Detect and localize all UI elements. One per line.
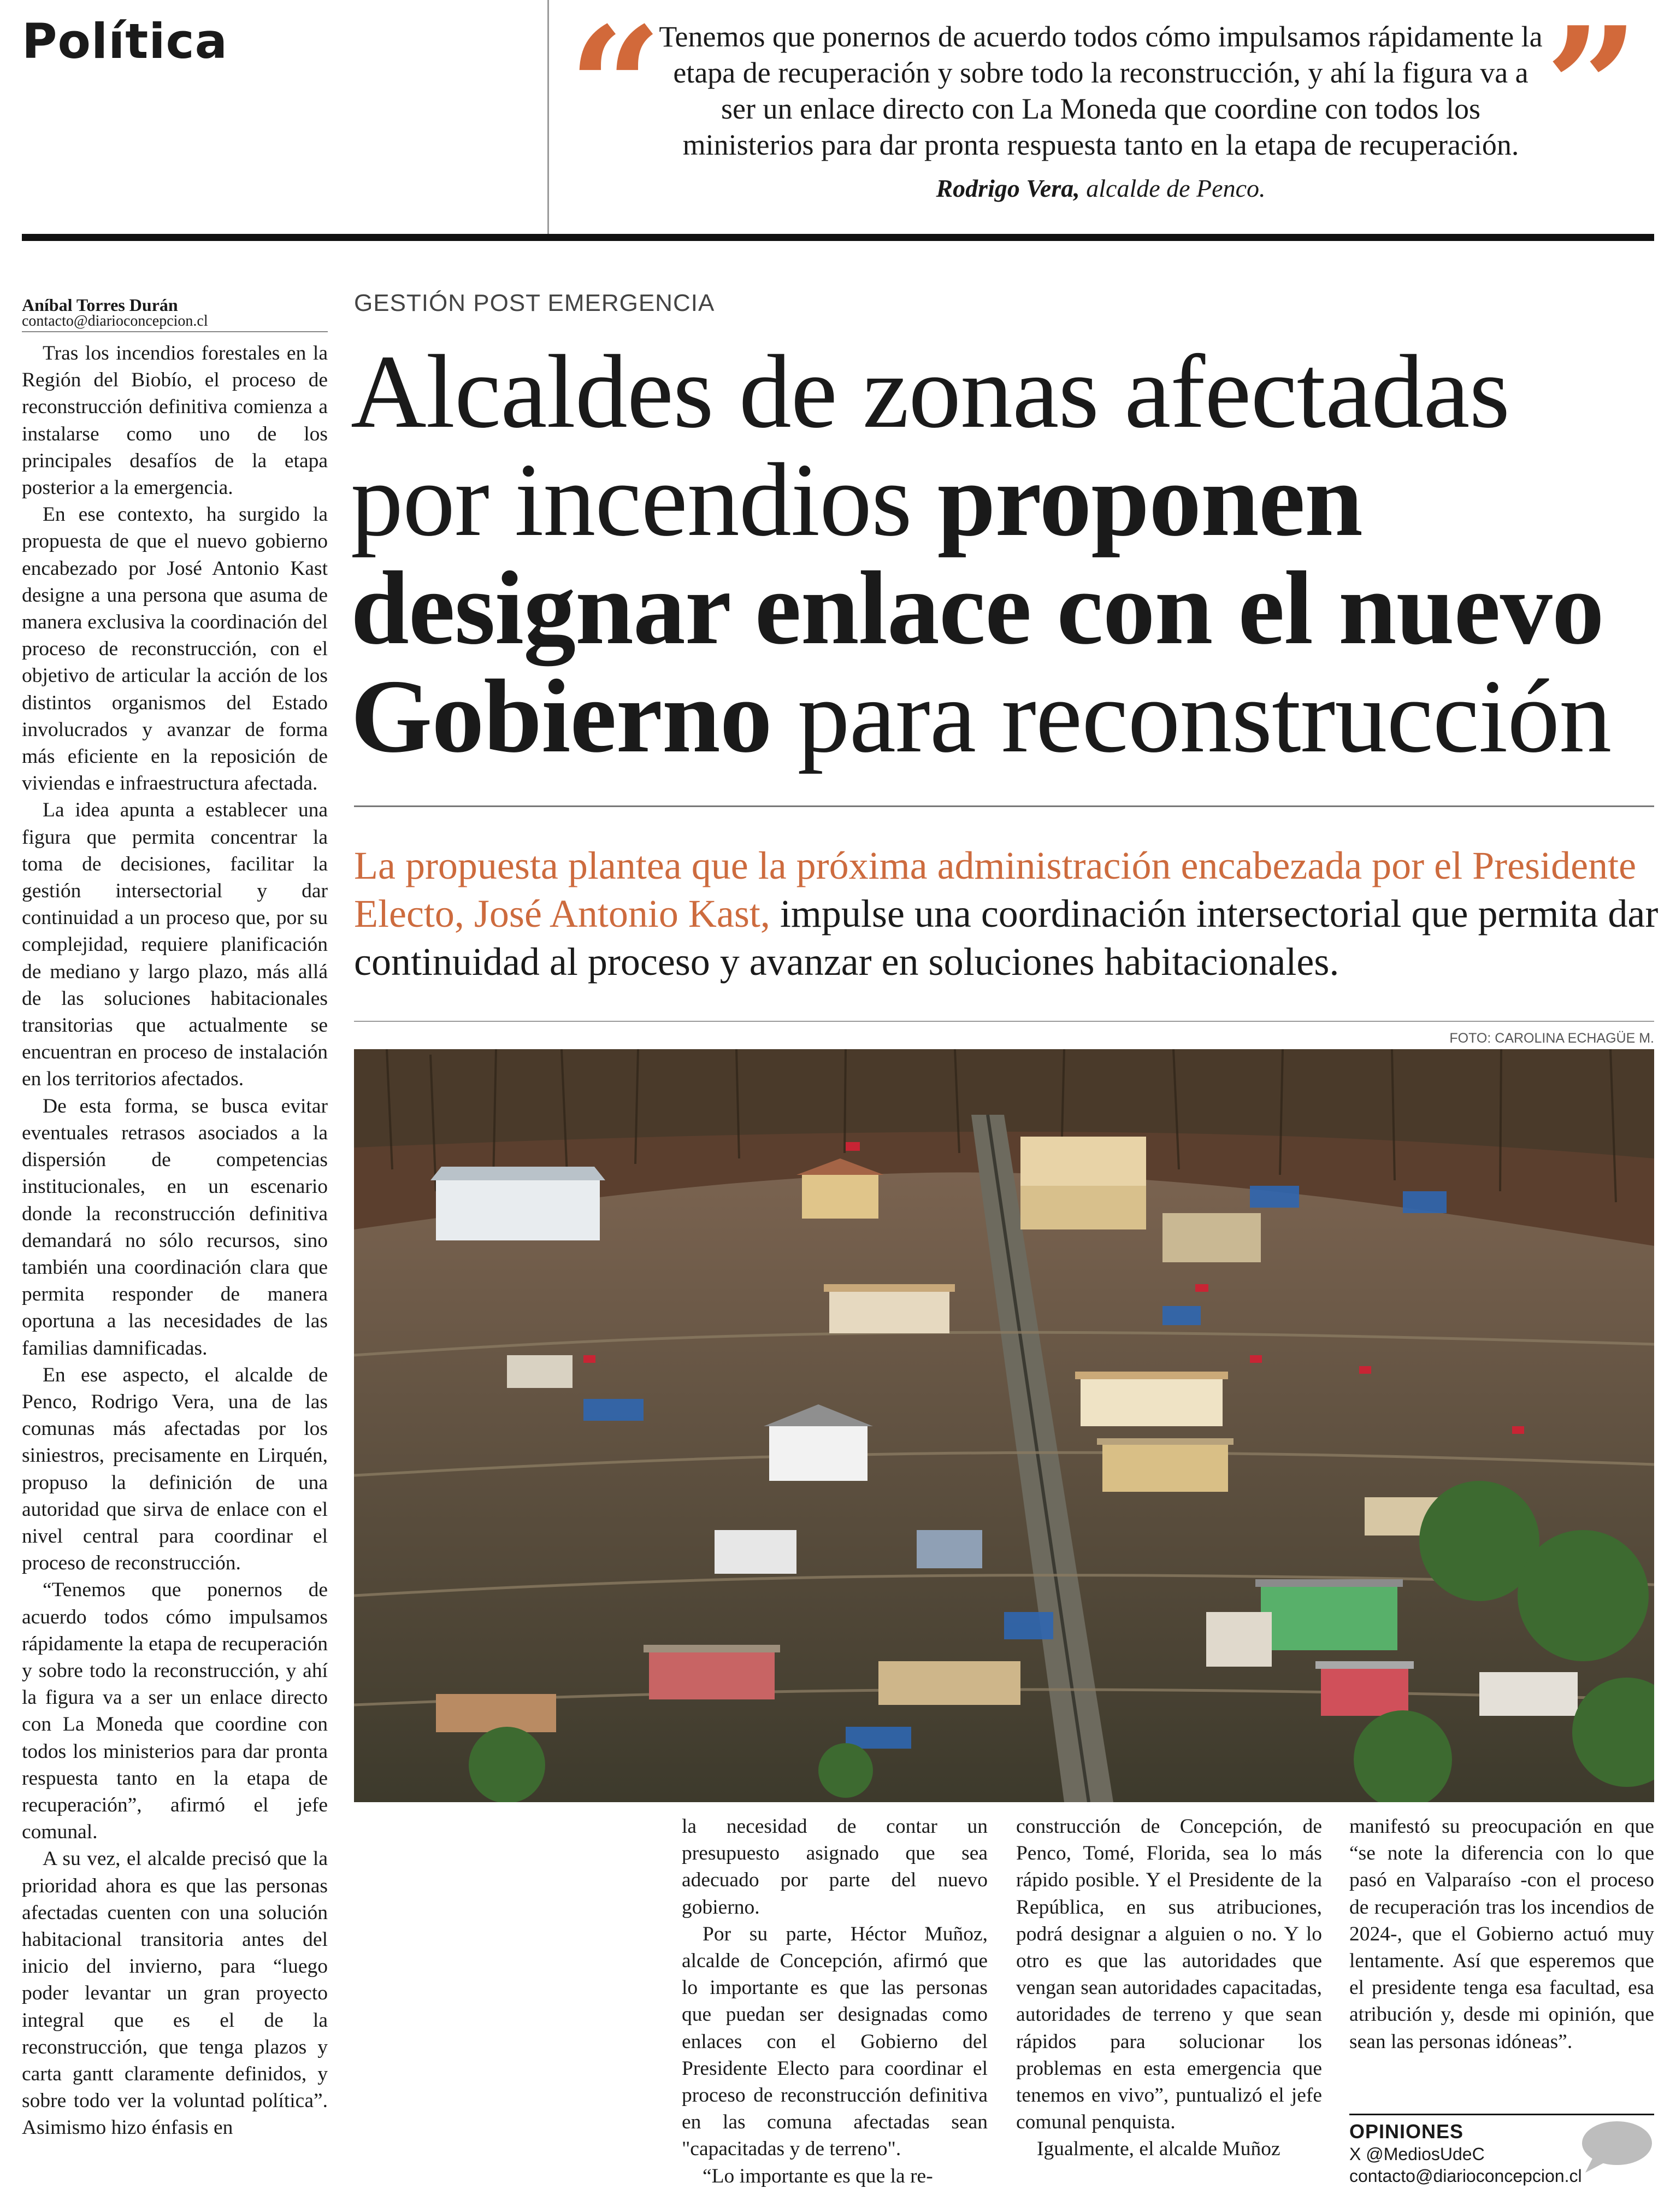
paragraph: De esta forma, se busca evitar eventuales retrasos asociados a la dispersión de competencias institucionales, en un escenario donde la reconstrucción definitiva demandará no sólo recursos, sino también una coordinación clara que permita responder de manera oportuna a las necesidades de las familias damnificadas. xyxy=(22,1095,328,1360)
headline-bold: proponen designar enlace con el nuevo Gobierno xyxy=(351,442,1604,774)
paragraph: manifestó su preocupación en que “se note la diferencia con lo que pasó en Valparaíso -con el proceso de recuperación tras los incendios de 2024-, que el Gobierno actuó muy lentamente. Así que esperemos que el presidente tenga esa facultad, esa atribución y, desde mi opinión, que sean las personas idóneas”. xyxy=(1349,1815,1654,2053)
paragraph: Tras los incendios forestales en la Región del Biobío, el proceso de reconstrucción definitiva comienza a instalarse como uno de los principales desafíos de la etapa posterior a la emergencia. xyxy=(22,342,328,499)
news-photo xyxy=(354,1049,1654,1802)
headline-part-1: Alcaldes de zonas afectadas por incendios xyxy=(351,333,1510,558)
deck-accent: La propuesta plantea que la próxima administración encabezada por el Presidente Electo, José Antonio Kast, xyxy=(354,844,1637,936)
paragraph: Por su parte, Héctor Muñoz, alcalde de Concepción, afirmó que lo importante es que las personas que puedan ser designadas como enlaces con el Gobierno del Presidente Electo para coordinar el proceso de reconstrucción definitiva en las comuna afectadas sean "capacitadas y de terreno". xyxy=(682,1922,988,2161)
opinions-x-handle[interactable]: X @MediosUdeC xyxy=(1349,2144,1485,2164)
close-quote-icon: ” xyxy=(1545,0,1639,184)
paragraph: la necesidad de contar un presupuesto asignado que sea adecuado por parte del nuevo gobierno. xyxy=(682,1815,988,1919)
deck-rest: impulse una coordinación intersectorial que permita dar continuidad al proceso y avanzar en soluciones habitacionales. xyxy=(354,892,1659,984)
opinions-email[interactable]: contacto@diarioconcepcion.cl xyxy=(1349,2166,1582,2186)
headline-divider xyxy=(354,805,1654,807)
paragraph: A su vez, el alcalde precisó que la prioridad ahora es que las personas afectadas cuenten con una solución habitacional transitoria antes del inicio del invierno, para “luego poder levantar un gran proyecto integral que es el de la reconstrucción, que tenga plazos y carta gantt claramente definidos, y sobre todo ver la voluntad política”. Asimismo hizo énfasis en xyxy=(22,1848,328,2139)
byline-author: Aníbal Torres Durán xyxy=(22,295,178,315)
paragraph: “Lo importante es que la re- xyxy=(703,2164,933,2187)
paragraph: “Tenemos que ponernos de acuerdo todos cómo impulsamos rápidamente la etapa de recuperación y sobre todo la reconstrucción, y ahí la figura va a ser un enlace directo con La Moneda que coordine con todos los ministerios para dar pronta respuesta tanto en la etapa de recuperación”, afirmó el jefe comunal. xyxy=(22,1579,328,1844)
deck xyxy=(354,842,1660,986)
deck-divider xyxy=(354,1021,1654,1022)
pull-quote-text: Tenemos que ponernos de acuerdo todos cómo impulsamos rápidamente la etapa de recuperación y sobre todo la reconstrucción, y ahí la figura va a ser un enlace directo con La Moneda que coordine con todos los ministerios para dar pronta respuesta tanto en la etapa de recuperación. xyxy=(659,20,1543,161)
kicker: GESTIÓN POST EMERGENCIA xyxy=(354,290,715,316)
paragraph: La idea apunta a establecer una figura que permita concentrar la toma de decisiones, facilitar la gestión intersectorial y dar continuidad a un proceso que, por su complejidad, requiere planificación de mediano y largo plazo, más allá de las soluciones habitacionales transitorias que actualmente se encuentran en proceso de instalación en los territorios afectados. xyxy=(22,799,328,1091)
article-column-4 xyxy=(1349,1813,1654,2055)
article-column-3 xyxy=(1016,1813,1322,2163)
open-quote-icon: “ xyxy=(568,0,663,184)
pull-quote-attribution xyxy=(656,174,1546,203)
headline xyxy=(351,333,1662,774)
article-column-2 xyxy=(682,1813,988,2190)
header-divider xyxy=(547,0,549,234)
pull-quote-author: Rodrigo Vera, xyxy=(936,174,1080,202)
paragraph: construcción de Concepción, de Penco, Tomé, Florida, sea lo más rápido posible. Y el Presidente de la República, en sus atribuciones, podrá designar a alguien o no. Y lo otro es que las autoridades que vengan sean autoridades capacitadas, autoridades de terreno y que sean rápidos para solucionar los problemas en esta emergencia que tenemos en vivo”, puntualizó el jefe comunal penquista. xyxy=(1016,1815,1322,2134)
paragraph: Igualmente, el alcalde Muñoz xyxy=(1037,2138,1280,2161)
article-column-1 xyxy=(22,340,328,2142)
headline-part-2: para reconstrucción xyxy=(771,658,1612,774)
section-label: Política xyxy=(22,13,228,69)
opinions-title: OPINIONES xyxy=(1349,2120,1464,2143)
header-rule xyxy=(22,234,1654,241)
speech-bubble-icon xyxy=(1578,2119,1654,2174)
photo-credit: FOTO: CAROLINA ECHAGÜE M. xyxy=(1449,1031,1654,1046)
pull-quote-role: alcalde de Penco. xyxy=(1079,174,1266,202)
byline-divider xyxy=(22,331,328,332)
paragraph: En ese contexto, ha surgido la propuesta de que el nuevo gobierno encabezado por José Antonio Kast designe a una persona que asuma de manera exclusiva la coordinación del proceso de reconstrucción, con el objetivo de articular la acción de los distintos organismos del Estado involucrados y avanzar de forma más eficiente en la reposición de viviendas e infraestructura afectada. xyxy=(22,503,328,795)
byline-email[interactable]: contacto@diarioconcepcion.cl xyxy=(22,313,208,330)
opinions-divider xyxy=(1349,2114,1654,2115)
paragraph: En ese aspecto, el alcalde de Penco, Rodrigo Vera, una de las comunas más afectadas por los siniestros, precisamente en Lirquén, propuso la definición de una autoridad que sirva de enlace con el nivel central para coordinar el proceso de reconstrucción. xyxy=(22,1363,328,1575)
